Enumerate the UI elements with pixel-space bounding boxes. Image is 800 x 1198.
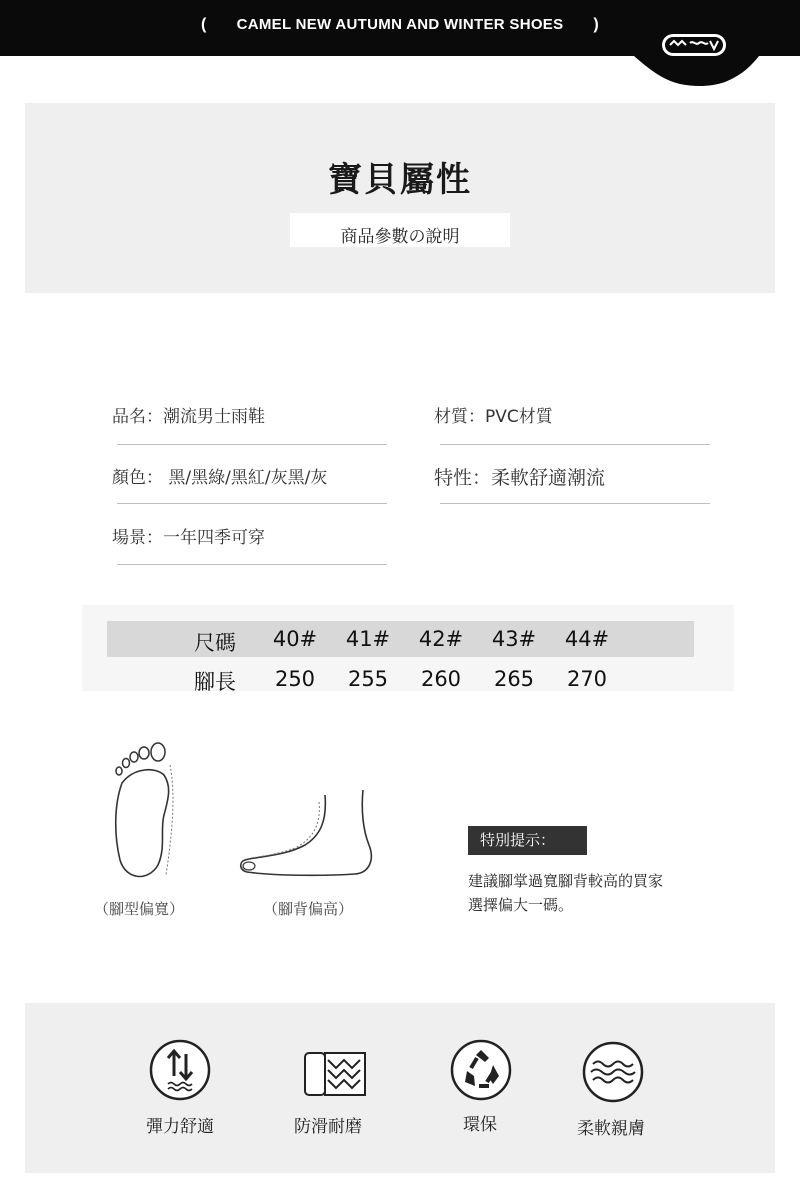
elastic-arrows-icon — [148, 1038, 212, 1102]
size-cell: 44# — [564, 627, 610, 651]
high-instep-caption: （腳背偏高） — [263, 900, 354, 918]
banner-open-bracket: ( — [200, 16, 207, 33]
prop-color: 顏色： 黑/黑綠/黑紅/灰黑/灰 — [112, 468, 328, 488]
size-cell: 40# — [272, 627, 318, 651]
length-cell: 250 — [274, 667, 316, 691]
divider — [440, 503, 710, 504]
length-header: 腳長 — [194, 670, 236, 694]
high-instep-foot-icon — [235, 790, 380, 880]
length-cell: 255 — [347, 667, 389, 691]
page-title: 寶貝屬性 — [328, 160, 472, 200]
length-cell: 265 — [493, 667, 535, 691]
divider — [117, 564, 387, 565]
wide-foot-icon — [100, 735, 190, 885]
banner-close-bracket: ) — [593, 16, 600, 33]
prop-name: 品名：潮流男士雨鞋 — [112, 407, 265, 427]
prop-feature: 特性：柔軟舒適潮流 — [434, 467, 606, 489]
notice-line-1: 建議腳掌過寬腳背較高的買家 — [468, 872, 664, 890]
feature-label: 防滑耐磨 — [294, 1117, 362, 1137]
notice-title: 特別提示： — [468, 826, 587, 855]
wide-foot-caption: （腳型偏寬） — [94, 900, 185, 918]
page-subtitle: 商品參數の說明 — [340, 227, 460, 247]
feature-label: 環保 — [463, 1115, 497, 1135]
banner-text: CAMEL NEW AUTUMN AND WINTER SHOES — [236, 16, 564, 33]
size-cell: 43# — [491, 627, 537, 651]
soft-waves-icon — [581, 1040, 645, 1104]
feature-label: 彈力舒適 — [146, 1117, 214, 1137]
notice-line-2: 選擇偏大一碼。 — [468, 896, 574, 914]
prop-scene: 場景：一年四季可穿 — [112, 528, 265, 548]
camel-logo-icon — [660, 30, 728, 60]
prop-material: 材質：PVC材質 — [434, 407, 553, 427]
size-cell: 42# — [418, 627, 464, 651]
divider — [440, 444, 710, 445]
length-cell: 270 — [566, 667, 608, 691]
recycle-icon — [449, 1038, 513, 1102]
length-cell: 260 — [420, 667, 462, 691]
anti-slip-sole-icon — [300, 1050, 370, 1098]
divider — [117, 444, 387, 445]
size-cell: 41# — [345, 627, 391, 651]
divider — [117, 503, 387, 504]
feature-label: 柔軟親膚 — [577, 1119, 645, 1139]
features-panel — [25, 1003, 775, 1173]
size-header: 尺碼 — [194, 631, 236, 655]
